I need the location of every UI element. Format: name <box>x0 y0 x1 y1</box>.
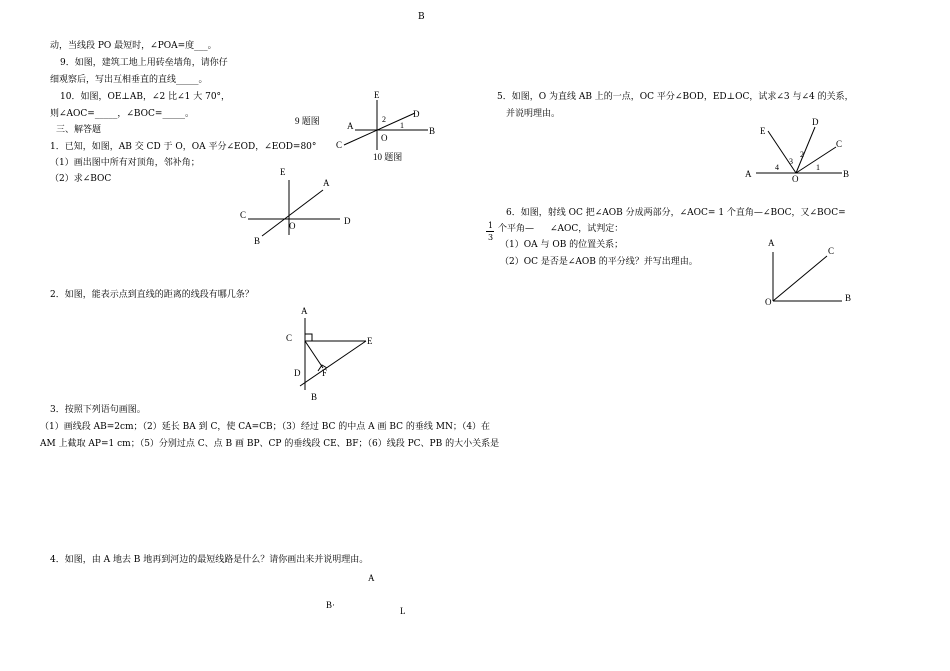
fig2-label-A: A <box>301 306 308 316</box>
problem-5-line2: 并说明理由。 <box>506 109 561 119</box>
problem-6-sub2: （2）OC 是否是∠AOB 的平分线？并写出理由。 <box>500 257 698 267</box>
fig10-label-O: O <box>381 133 388 143</box>
problem-6-fraction-numerator: 1 <box>488 221 494 230</box>
section-heading: 三、解答题 <box>56 125 102 135</box>
fig10-label-D: D <box>413 109 420 119</box>
fig5-label-D: D <box>812 117 819 127</box>
fig5-label-A: A <box>745 169 752 179</box>
header-letter: B <box>418 12 425 22</box>
problem-2: 2．如图，能表示点到直线的距离的线段有哪几条？ <box>50 290 254 300</box>
fig5-angle-3: 3 <box>789 157 793 166</box>
fig6-label-A: A <box>768 238 775 248</box>
fig5-label-C: C <box>836 139 843 149</box>
problem-1-sub2: （2）求∠BOC <box>50 174 112 184</box>
figure-problem-1 <box>240 167 351 246</box>
fig2-label-D: D <box>294 368 301 378</box>
fig6-label-C: C <box>828 246 835 256</box>
fig5-angle-1: 1 <box>816 163 820 172</box>
fig1-label-B: B <box>254 236 261 246</box>
fig10-label-E: E <box>374 90 380 100</box>
fig1-label-D: D <box>344 216 351 226</box>
fig2-label-F: F <box>322 368 328 378</box>
fig10-caption: 10 题图 <box>373 152 403 162</box>
fig1-label-A: A <box>323 178 330 188</box>
question-9-line2: 细观察后，写出互相垂直的直线_____。 <box>50 75 208 85</box>
fig2-label-C: C <box>286 333 293 343</box>
fig5-label-O: O <box>792 174 799 184</box>
problem-4: 4．如图，由 A 地去 B 地再到河边的最短线路是什么？请你画出来并说明理由。 <box>50 555 369 565</box>
problem-3-line2: AM 上截取 AP=1 cm；（5）分别过点 C、点 B 画 BP、CP 的垂线段 CE、BF；（6）线段 PC、PB 的大小关系是 <box>40 439 500 449</box>
fig10-label-B: B <box>429 126 436 136</box>
question-9-line1: 9．如图，建筑工地上用砖垒墙角，请你仔 <box>60 58 228 68</box>
fig10-angle-2: 2 <box>382 115 386 124</box>
fig4-label-A: A <box>368 573 375 583</box>
figure-problem-5 <box>745 117 849 184</box>
fig4-label-L: L <box>400 606 406 616</box>
fig4-label-B: B· <box>326 600 335 610</box>
problem-6-sub1: （1）OA 与 OB 的位置关系； <box>500 240 624 250</box>
fill-question-tail: 动，当线段 PO 最短时，∠POA=度___。 <box>50 41 217 51</box>
fig5-label-B: B <box>843 169 850 179</box>
fig9-caption: 9 题图 <box>295 116 320 126</box>
fig5-angle-4: 4 <box>775 163 779 172</box>
problem-3-title: 3．按照下列语句画图。 <box>50 405 146 415</box>
figure-problem-6 <box>765 238 851 307</box>
problem-1-title: 1．已知，如图，AB 交 CD 于 O，OA 平分∠EOD，∠EOD=80° <box>50 142 317 152</box>
fig10-label-C: C <box>336 140 343 150</box>
problem-6-line2: 个平角— <box>498 224 535 234</box>
problem-5-line1: 5．如图，O 为直线 AB 上的一点，OC 平分∠BOD，ED⊥OC，试求∠3 与∠4 的关系， <box>497 92 854 102</box>
fig10-label-A: A <box>347 121 354 131</box>
fig1-label-C: C <box>240 210 247 220</box>
problem-6-line1: 6．如图，射线 OC 把∠AOB 分成两部分，∠AOC= 1 个直角—∠BOC，又∠BOC= <box>506 208 846 218</box>
fig1-label-E: E <box>280 167 286 177</box>
fig5-angle-2: 2 <box>800 150 804 159</box>
fig6-label-O: O <box>765 297 772 307</box>
problem-6-line2-tail: ∠AOC，试判定： <box>550 224 624 234</box>
question-10-line1: 10．如图，OE⊥AB，∠2 比∠1 大 70°， <box>60 92 231 102</box>
question-10-line2: 则∠AOC=_____，∠BOC=_____。 <box>50 109 194 119</box>
fig1-label-O: O <box>289 221 296 231</box>
problem-3-line1: （1）画线段 AB=2cm；（2）延长 BA 到 C，使 CA=CB；（3）经过 BC 的中点 A 画 BC 的垂线 MN；（4）在 <box>40 422 491 432</box>
figure-problem-2 <box>286 306 373 402</box>
problem-6-fraction-denominator: 3 <box>488 233 494 242</box>
figure-problem-4 <box>326 573 406 616</box>
fig10-angle-1: 1 <box>400 121 404 130</box>
fig5-label-E: E <box>760 126 766 136</box>
fig6-label-B: B <box>845 293 852 303</box>
fig2-label-B: B <box>311 392 318 402</box>
fig2-label-E: E <box>367 336 373 346</box>
problem-1-sub1: （1）画出图中所有对顶角，邻补角； <box>50 158 200 168</box>
figure-q10 <box>295 90 435 162</box>
